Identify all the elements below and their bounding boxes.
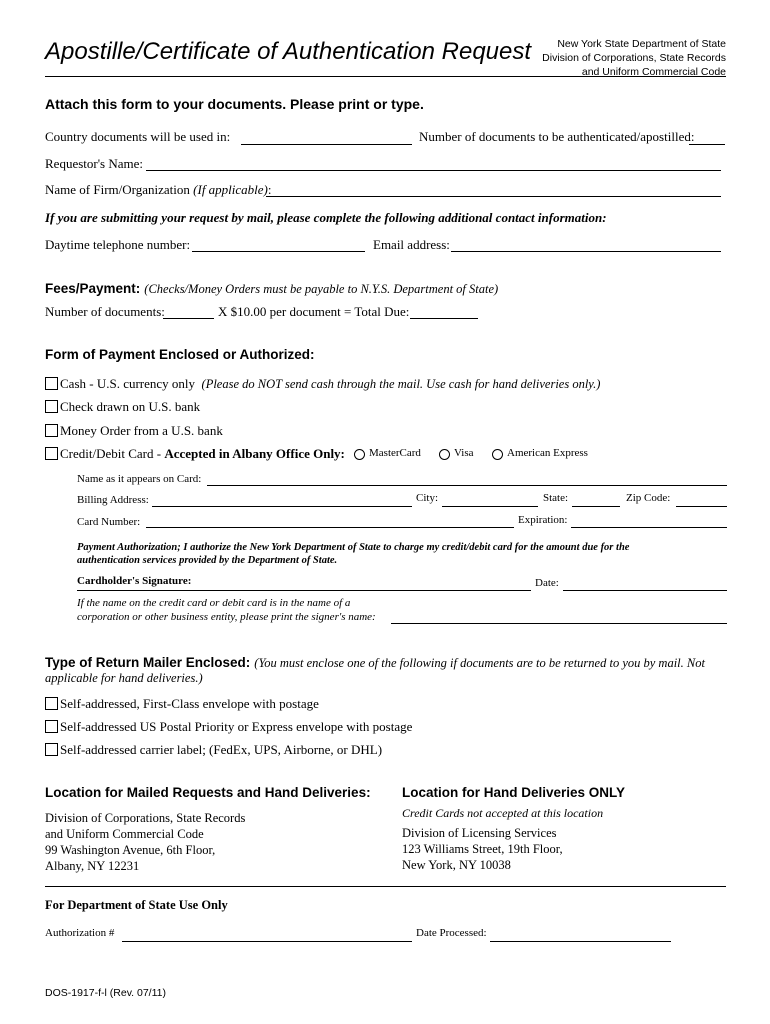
return-note-line-1: (You must enclose one of the following if documents are to be returned to you by mail. Not bbox=[254, 656, 705, 670]
firm-label: Name of Firm/Organization bbox=[45, 182, 190, 197]
money-order-label: Money Order from a U.S. bank bbox=[60, 423, 223, 438]
return-note-line-2: applicable for hand deliveries.) bbox=[45, 671, 203, 685]
hand-address bbox=[402, 825, 563, 873]
money-order-checkbox[interactable] bbox=[45, 424, 58, 437]
hand-line-2: 123 Williams Street, 19th Floor, bbox=[402, 842, 563, 856]
authorization-line-1: Payment Authorization; I authorize the New York Department of State to charge my credit/debit card for the amount due for the bbox=[77, 542, 630, 553]
card-number-input[interactable] bbox=[146, 527, 514, 528]
state-input[interactable] bbox=[572, 506, 620, 507]
fees-note: (Checks/Money Orders must be payable to N.Y.S. Department of State) bbox=[144, 282, 499, 296]
form-title: Apostille/Certificate of Authentication Request bbox=[45, 38, 532, 65]
return-option-1-checkbox[interactable] bbox=[45, 697, 58, 710]
check-checkbox[interactable] bbox=[45, 400, 58, 413]
cash-checkbox[interactable] bbox=[45, 377, 58, 390]
return-option-3-checkbox[interactable] bbox=[45, 743, 58, 756]
amex-radio[interactable] bbox=[492, 449, 503, 460]
billing-label: Billing Address: bbox=[77, 494, 149, 506]
card-number-label: Card Number: bbox=[77, 516, 141, 528]
return-option-2-checkbox[interactable] bbox=[45, 720, 58, 733]
header-divider bbox=[45, 76, 726, 77]
office-heading: For Department of State Use Only bbox=[45, 898, 228, 912]
fees-rate-text: X $10.00 per document = Total Due: bbox=[218, 304, 410, 319]
hand-note: Credit Cards not accepted at this location bbox=[402, 806, 604, 820]
zip-input[interactable] bbox=[676, 506, 727, 507]
signer-name-input[interactable] bbox=[391, 623, 727, 624]
visa-radio[interactable] bbox=[439, 449, 450, 460]
mailed-line-3: 99 Washington Avenue, 6th Floor, bbox=[45, 843, 216, 857]
fees-heading-group bbox=[45, 280, 498, 298]
authorization-input[interactable] bbox=[122, 941, 412, 942]
mastercard-label: MasterCard bbox=[369, 447, 421, 459]
office-divider bbox=[45, 886, 726, 887]
billing-input[interactable] bbox=[152, 506, 412, 507]
mailed-address bbox=[45, 810, 245, 874]
date-processed-label: Date Processed: bbox=[416, 927, 487, 939]
num-docs-auth-label: Number of documents to be authenticated/apostilled: bbox=[419, 129, 695, 144]
firm-colon: : bbox=[267, 182, 272, 197]
signature-date-input[interactable] bbox=[563, 590, 727, 591]
cash-row bbox=[60, 376, 600, 392]
mastercard-radio[interactable] bbox=[354, 449, 365, 460]
amex-label: American Express bbox=[507, 447, 588, 459]
hand-heading: Location for Hand Deliveries ONLY bbox=[402, 785, 626, 800]
form-number: DOS-1917-f-l (Rev. 07/11) bbox=[45, 987, 166, 999]
state-label: State: bbox=[543, 492, 569, 504]
signature-date-label: Date: bbox=[535, 577, 559, 589]
payment-heading: Form of Payment Enclosed or Authorized: bbox=[45, 347, 315, 362]
total-due-input[interactable] bbox=[410, 318, 478, 319]
phone-label: Daytime telephone number: bbox=[45, 237, 191, 252]
fees-heading: Fees/Payment: bbox=[45, 281, 141, 296]
card-row bbox=[60, 446, 345, 462]
city-label: City: bbox=[416, 492, 439, 504]
cash-label: Cash - U.S. currency only bbox=[60, 376, 196, 391]
name-on-card-input[interactable] bbox=[207, 485, 727, 486]
country-input[interactable] bbox=[241, 144, 412, 145]
country-label: Country documents will be used in: bbox=[45, 129, 231, 144]
check-label: Check drawn on U.S. bank bbox=[60, 399, 201, 414]
num-docs-auth-input[interactable] bbox=[689, 144, 725, 145]
mailed-line-2: and Uniform Commercial Code bbox=[45, 827, 204, 841]
return-option-3-label: Self-addressed carrier label; (FedEx, UPS, Airborne, or DHL) bbox=[60, 742, 383, 757]
fees-num-docs-input[interactable] bbox=[163, 318, 214, 319]
authorization-line-2: authentication services provided by the Department of State. bbox=[77, 555, 338, 566]
agency-block bbox=[542, 37, 726, 79]
return-heading: Type of Return Mailer Enclosed: bbox=[45, 655, 251, 670]
agency-line-3: and Uniform Commercial Code bbox=[581, 66, 726, 78]
requestor-input[interactable] bbox=[146, 170, 721, 171]
city-input[interactable] bbox=[442, 506, 538, 507]
instructions: Attach this form to your documents. Please print or type. bbox=[45, 96, 424, 112]
return-option-2-label: Self-addressed US Postal Priority or Express envelope with postage bbox=[60, 719, 413, 734]
cash-note: (Please do NOT send cash through the mail. Use cash for hand deliveries only.) bbox=[201, 377, 601, 391]
firm-note: (If applicable) bbox=[193, 182, 268, 197]
mailed-line-4: Albany, NY 12231 bbox=[45, 859, 140, 873]
firm-input[interactable] bbox=[266, 196, 721, 197]
card-label: Credit/Debit Card - bbox=[60, 446, 165, 461]
date-processed-input[interactable] bbox=[490, 941, 671, 942]
agency-line-2: Division of Corporations, State Records bbox=[542, 52, 726, 64]
hand-line-3: New York, NY 10038 bbox=[402, 858, 511, 872]
signature-label: Cardholder's Signature: bbox=[77, 575, 192, 587]
email-input[interactable] bbox=[451, 251, 721, 252]
email-label: Email address: bbox=[373, 237, 450, 252]
visa-label: Visa bbox=[454, 447, 474, 459]
corp-note-line-1: If the name on the credit card or debit card is in the name of a bbox=[77, 597, 351, 609]
zip-label: Zip Code: bbox=[626, 492, 671, 504]
fees-num-docs-label: Number of documents: bbox=[45, 304, 165, 319]
requestor-label: Requestor's Name: bbox=[45, 156, 144, 171]
signature-input[interactable] bbox=[77, 590, 531, 591]
corp-note-line-2: corporation or other business entity, please print the signer's name: bbox=[77, 611, 376, 623]
firm-label-group bbox=[45, 182, 272, 198]
return-heading-group bbox=[45, 654, 705, 672]
mailed-heading: Location for Mailed Requests and Hand Deliveries: bbox=[45, 785, 371, 800]
name-on-card-label: Name as it appears on Card: bbox=[77, 473, 202, 485]
authorization-label: Authorization # bbox=[45, 927, 115, 939]
card-note: Accepted in Albany Office Only: bbox=[164, 446, 345, 461]
mailed-line-1: Division of Corporations, State Records bbox=[45, 811, 246, 825]
expiration-label: Expiration: bbox=[518, 514, 568, 526]
return-option-1-label: Self-addressed, First-Class envelope with postage bbox=[60, 696, 319, 711]
phone-input[interactable] bbox=[192, 251, 365, 252]
expiration-input[interactable] bbox=[571, 527, 727, 528]
card-checkbox[interactable] bbox=[45, 447, 58, 460]
hand-line-1: Division of Licensing Services bbox=[402, 826, 557, 840]
agency-line-1: New York State Department of State bbox=[557, 38, 726, 50]
mail-note: If you are submitting your request by mail, please complete the following additional contact information: bbox=[45, 210, 607, 225]
